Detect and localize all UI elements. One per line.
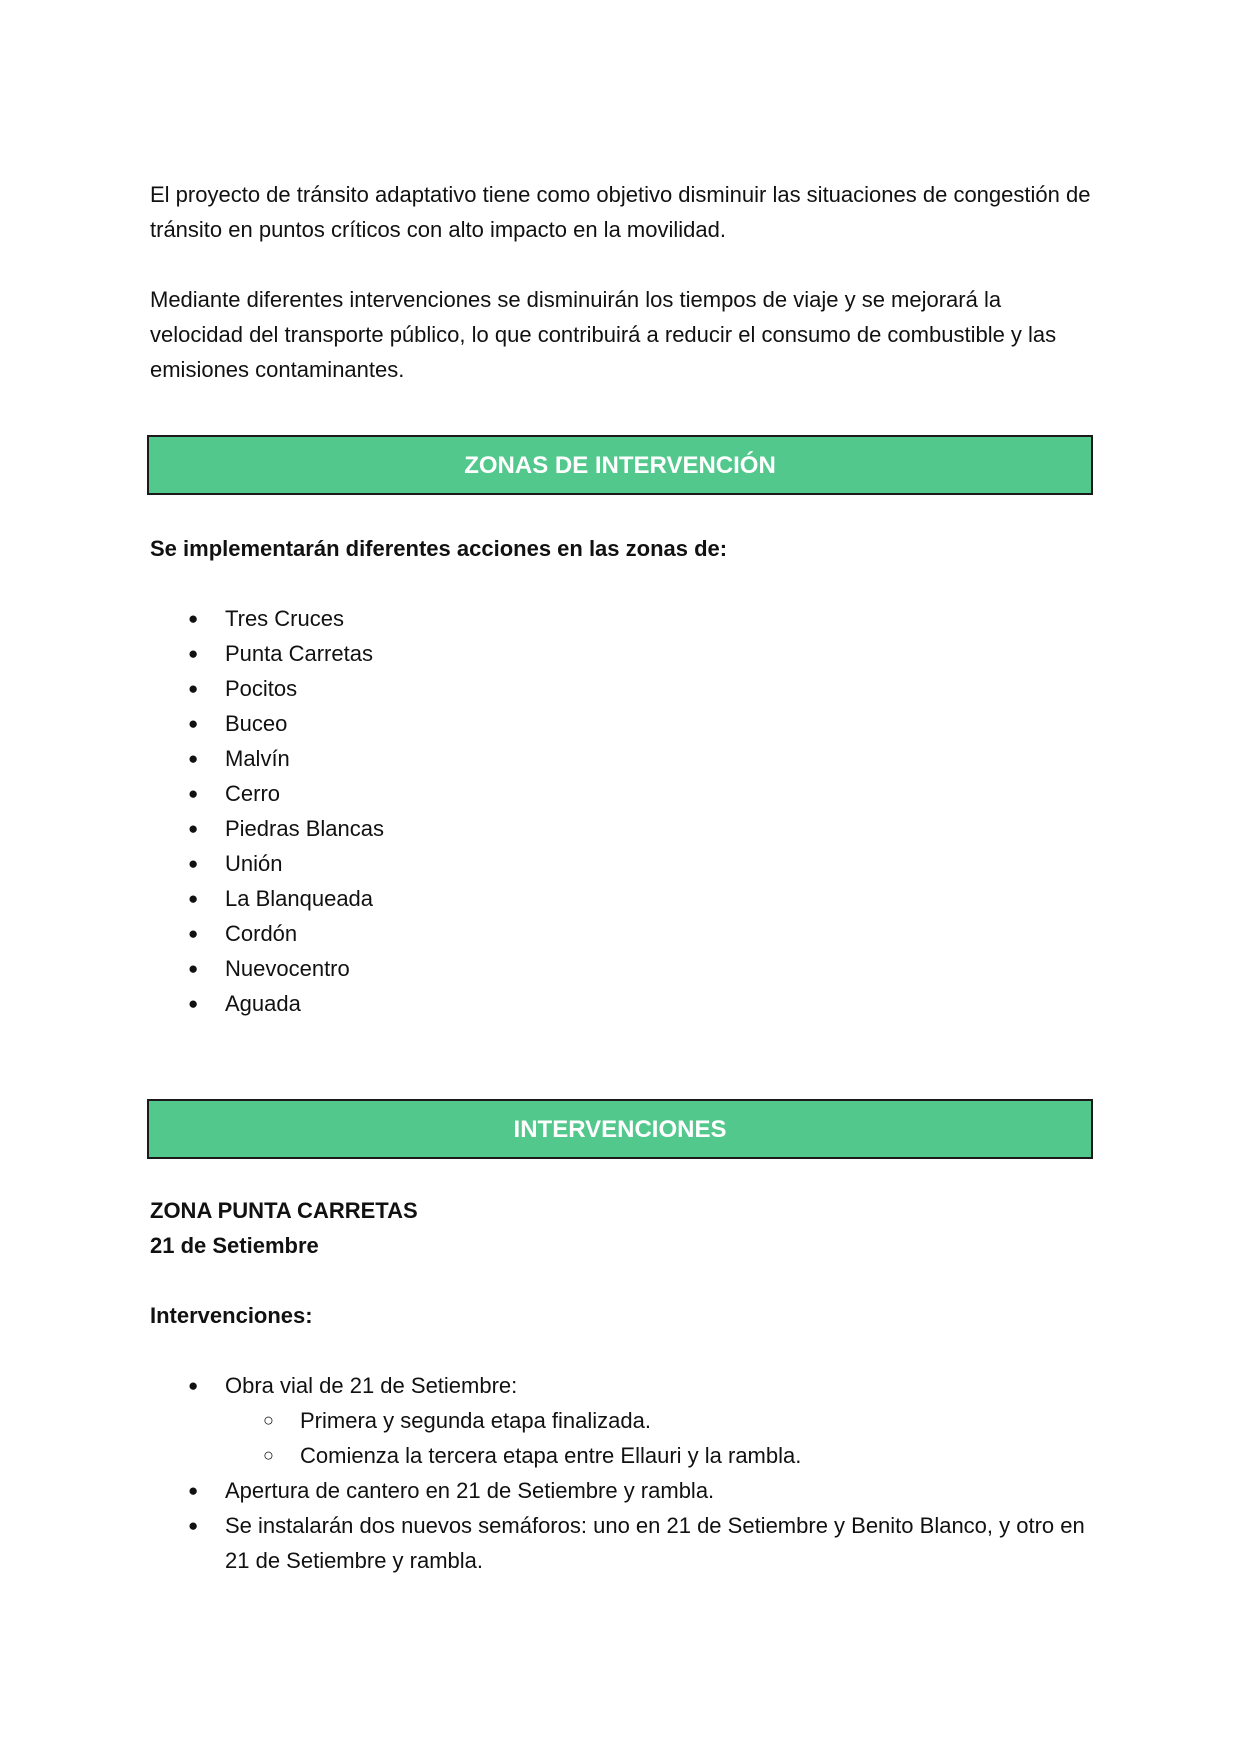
list-item: ● Pocitos xyxy=(150,671,1100,706)
sub-list-item: ○ Primera y segunda etapa finalizada. xyxy=(225,1403,1100,1438)
intervenciones-label: Intervenciones: xyxy=(150,1303,313,1328)
intervenciones-banner xyxy=(147,1099,1093,1159)
zone-name: ZONA PUNTA CARRETAS xyxy=(150,1198,418,1223)
zonas-list xyxy=(150,601,1100,1021)
list-item: ● Unión xyxy=(150,846,1100,881)
list-item: ● Se instalarán dos nuevos semáforos: uno en 21 de Setiembre y Benito Blanco, y otro en 21 de Setiembre y rambla. xyxy=(150,1508,1100,1578)
list-item: ● Malvín xyxy=(150,741,1100,776)
list-item-text: Obra vial de 21 de Setiembre: xyxy=(225,1373,518,1398)
list-item: ● Tres Cruces xyxy=(150,601,1100,636)
list-item: ● Aguada xyxy=(150,986,1100,1021)
list-item: ● La Blanqueada xyxy=(150,881,1100,916)
zonas-lead: Se implementarán diferentes acciones en las zonas de: xyxy=(150,536,728,561)
zonas-banner-title: ZONAS DE INTERVENCIÓN xyxy=(464,451,776,479)
list-item: ● Nuevocentro xyxy=(150,951,1100,986)
intervenciones-banner-title: INTERVENCIONES xyxy=(513,1115,727,1143)
list-item: ● Cerro xyxy=(150,776,1100,811)
list-item: ● Piedras Blancas xyxy=(150,811,1100,846)
sub-list-item: ○ Comienza la tercera etapa entre Ellauri y la rambla. xyxy=(225,1438,1100,1473)
zone-street: 21 de Setiembre xyxy=(150,1233,319,1258)
document-page xyxy=(150,177,1100,1578)
list-item xyxy=(150,1368,1100,1473)
intro-paragraph-1: El proyecto de tránsito adaptativo tiene como objetivo disminuir las situaciones de congestión de tránsito en puntos críticos con alto impacto en la movilidad. xyxy=(150,182,1091,242)
list-item: ● Punta Carretas xyxy=(150,636,1100,671)
intervenciones-list xyxy=(150,1368,1100,1578)
list-item: ● Apertura de cantero en 21 de Setiembre y rambla. xyxy=(150,1473,1100,1508)
zonas-banner xyxy=(147,435,1093,495)
list-item: ● Buceo xyxy=(150,706,1100,741)
list-item: ● Cordón xyxy=(150,916,1100,951)
sub-list xyxy=(225,1403,1100,1473)
intro-paragraph-2: Mediante diferentes intervenciones se disminuirán los tiempos de viaje y se mejorará la velocidad del transporte público, lo que contribuirá a reducir el consumo de combustible y las emisiones contaminantes. xyxy=(150,287,1057,382)
